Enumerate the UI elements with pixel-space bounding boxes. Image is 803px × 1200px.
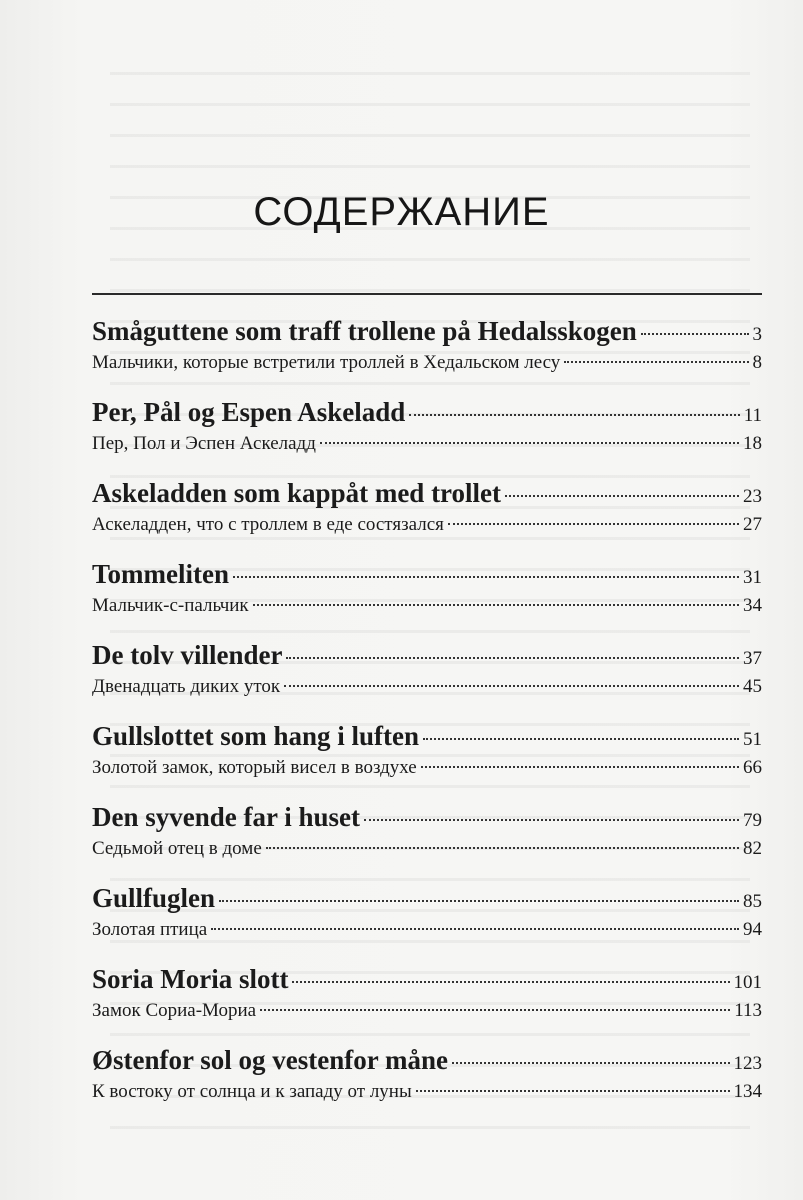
toc-entry-norwegian [92, 314, 762, 348]
toc-entry-russian [92, 1077, 762, 1107]
page-number: 113 [734, 1000, 762, 1021]
dot-leader [320, 442, 739, 444]
entry-title: Пер, Пол и Эспен Аскеладд [92, 433, 316, 454]
toc-entry-russian [92, 996, 762, 1026]
entry-title: Tommeliten [92, 559, 229, 589]
toc-entry-russian [92, 591, 762, 621]
page-number: 37 [743, 648, 762, 669]
page-number: 79 [743, 810, 762, 831]
page-number: 11 [743, 405, 762, 426]
entry-title: Gullfuglen [92, 883, 216, 913]
entry-title: Золотая птица [92, 919, 208, 940]
page-number: 94 [743, 919, 762, 940]
dot-leader [286, 657, 739, 659]
page-number: 134 [733, 1081, 762, 1102]
toc-entry-norwegian [92, 476, 762, 510]
page-number: 31 [743, 567, 762, 588]
title-divider [92, 293, 762, 295]
page-number: 34 [743, 595, 762, 616]
toc-entry-norwegian [92, 800, 762, 834]
toc-entry-russian [92, 510, 762, 540]
entry-title: Per, Pål og Espen Askeladd [92, 397, 406, 427]
entry-title: Den syvende far i huset [92, 802, 361, 832]
entry-title: Østenfor sol og vestenfor måne [92, 1045, 448, 1075]
toc-entry-russian [92, 834, 762, 864]
toc-entry-norwegian [92, 1043, 762, 1077]
table-of-contents [92, 314, 762, 1124]
dot-leader [211, 928, 739, 930]
dot-leader [266, 847, 739, 849]
dot-leader [564, 361, 748, 363]
dot-leader [416, 1090, 730, 1092]
page-number: 85 [743, 891, 762, 912]
toc-entry-russian [92, 348, 762, 378]
entry-title: Двенадцать диких уток [92, 676, 281, 697]
page-number: 123 [733, 1053, 762, 1074]
toc-entry-russian [92, 753, 762, 783]
dot-leader [364, 819, 739, 821]
entry-title: Småguttene som traff trollene på Hedalsskogen [92, 316, 637, 346]
toc-entry-norwegian [92, 719, 762, 753]
entry-title: К востоку от солнца и к западу от луны [92, 1081, 412, 1102]
dot-leader [452, 1062, 730, 1064]
entry-title: Мальчики, которые встретили троллей в Хедальском лесу [92, 352, 561, 373]
dot-leader [260, 1009, 730, 1011]
page-title: СОДЕРЖАНИЕ [253, 190, 550, 234]
page-number: 8 [752, 352, 762, 373]
page-number: 101 [733, 972, 762, 993]
entry-title: Золотой замок, который висел в воздухе [92, 757, 417, 778]
dot-leader [409, 414, 739, 416]
entry-title: De tolv villender [92, 640, 283, 670]
dot-leader [233, 576, 739, 578]
entry-title: Gullslottet som hang i luften [92, 721, 420, 751]
entry-title: Замок Сориа-Мориа [92, 1000, 257, 1021]
entry-title: Мальчик-с-пальчик [92, 595, 249, 616]
toc-entry-norwegian [92, 395, 762, 429]
page-number: 51 [743, 729, 762, 750]
entry-title: Soria Moria slott [92, 964, 289, 994]
dot-leader [219, 900, 739, 902]
dot-leader [421, 766, 739, 768]
dot-leader [292, 981, 729, 983]
page-number: 45 [743, 676, 762, 697]
toc-entry-russian [92, 672, 762, 702]
dot-leader [505, 495, 739, 497]
page-number: 27 [743, 514, 762, 535]
toc-entry-norwegian [92, 557, 762, 591]
toc-entry-norwegian [92, 638, 762, 672]
page-number: 23 [743, 486, 762, 507]
toc-entry-norwegian [92, 881, 762, 915]
toc-entry-russian [92, 429, 762, 459]
dot-leader [448, 523, 739, 525]
page-number: 18 [743, 433, 762, 454]
entry-title: Askeladden som kappåt med trollet [92, 478, 502, 508]
dot-leader [253, 604, 739, 606]
dot-leader [284, 685, 739, 687]
dot-leader [423, 738, 739, 740]
entry-title: Аскеладден, что с троллем в еде состязался [92, 514, 444, 535]
entry-title: Седьмой отец в доме [92, 838, 262, 859]
dot-leader [641, 333, 749, 335]
page-number: 3 [752, 324, 762, 345]
page-number: 66 [743, 757, 762, 778]
toc-entry-russian [92, 915, 762, 945]
toc-entry-norwegian [92, 962, 762, 996]
page-number: 82 [743, 838, 762, 859]
